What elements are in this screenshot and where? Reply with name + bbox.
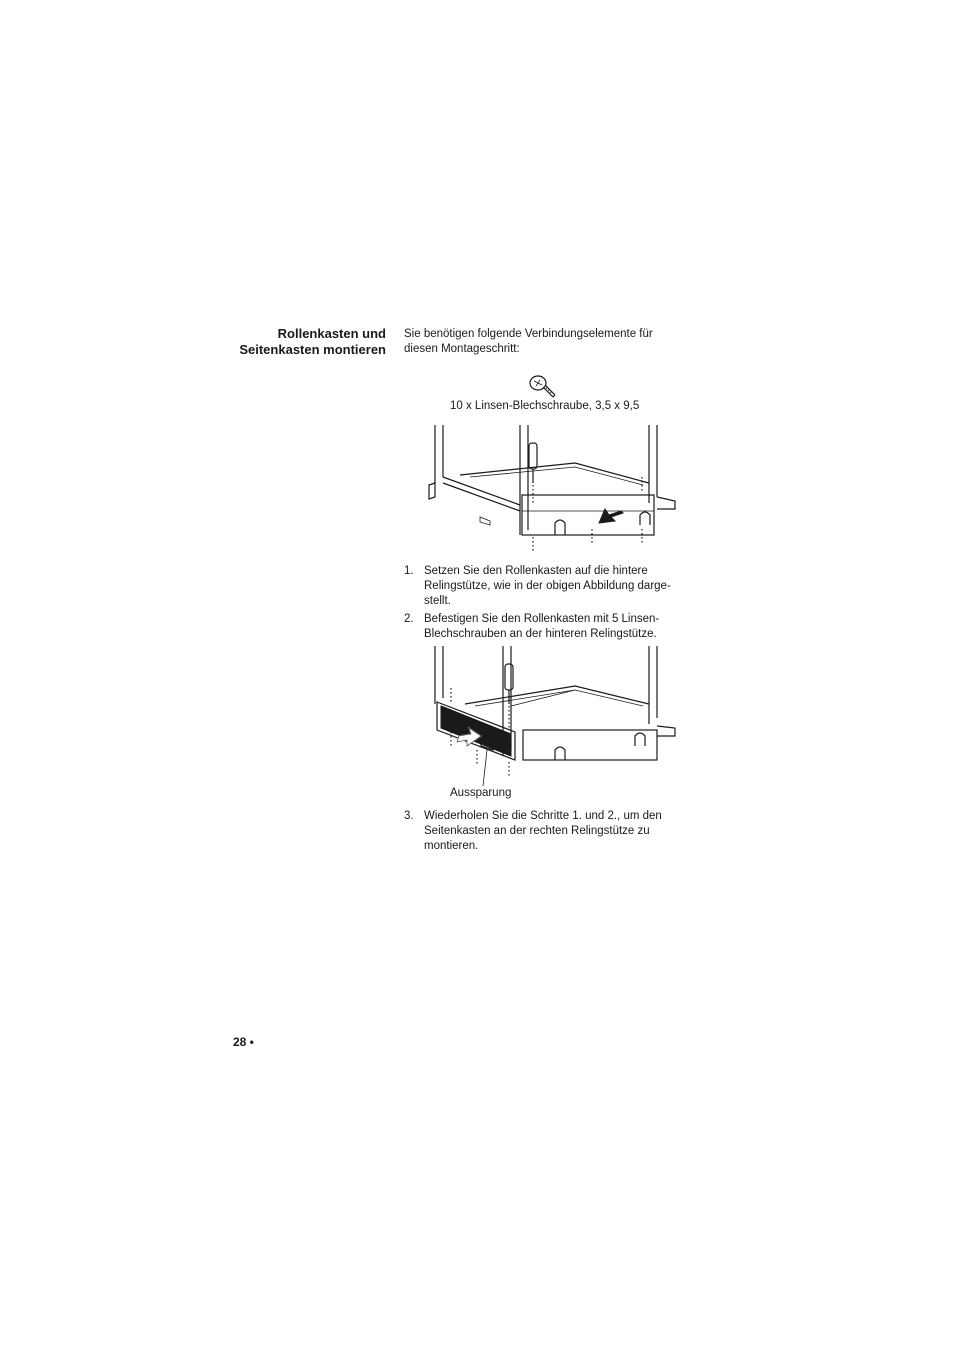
- step-3-line3: montieren.: [424, 840, 479, 852]
- step-1-number: 1.: [404, 565, 414, 577]
- step-2-line1: Befestigen Sie den Rollenkasten mit 5 Linsen-: [424, 613, 660, 625]
- section-heading: [200, 326, 386, 358]
- screw-caption: 10 x Linsen-Blechschraube, 3,5 x 9,5: [450, 400, 640, 412]
- step-3-text: [424, 809, 679, 854]
- screw-icon: [527, 372, 557, 402]
- step-2-line2: Blechschrauben an der hinteren Relingstütze.: [424, 628, 657, 640]
- screwdriver-icon: [529, 443, 537, 469]
- step-1-line2: Relingstütze, wie in der obigen Abbildung darge-: [424, 580, 671, 592]
- intro-text: Sie benötigen folgende Verbindungselemente für diesen Montageschritt:: [404, 328, 653, 355]
- step-3-number: 3.: [404, 810, 414, 822]
- section-heading-line2: Seitenkasten montieren: [239, 342, 386, 357]
- assembly-figure-1: [425, 425, 685, 555]
- step-2-text: [424, 612, 679, 642]
- assembly-figure-2: [425, 646, 690, 796]
- step-3-line2: Seitenkasten an der rechten Relingstütze zu: [424, 825, 650, 837]
- step-2-number: 2.: [404, 613, 414, 625]
- step-1-text: [424, 564, 679, 609]
- figure2-label: Aussparung: [450, 787, 512, 799]
- step-1-line1: Setzen Sie den Rollenkasten auf die hintere: [424, 565, 648, 577]
- page-number: 28 •: [233, 1035, 254, 1049]
- step-3-line1: Wiederholen Sie die Schritte 1. und 2., um den: [424, 810, 662, 822]
- section-heading-line1: Rollenkasten und: [277, 326, 386, 341]
- step-1-line3: stellt.: [424, 595, 451, 607]
